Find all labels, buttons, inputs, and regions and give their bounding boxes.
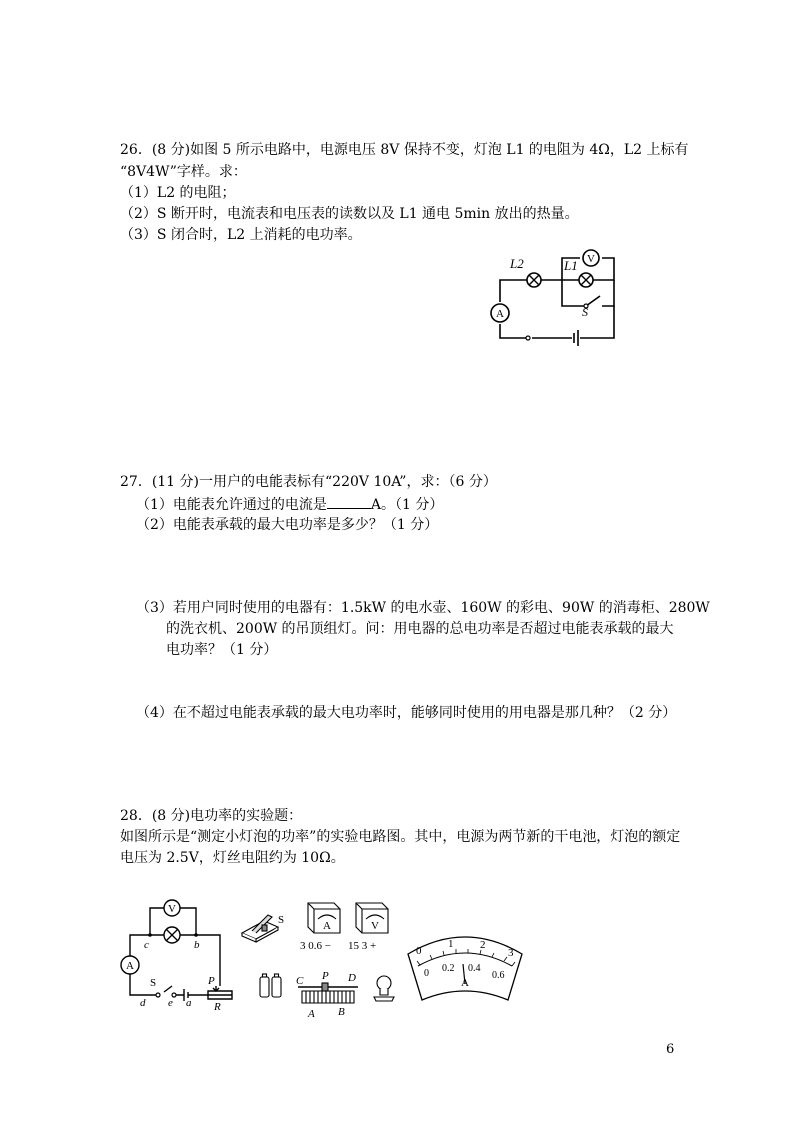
q26-sub3: （3）S 闭合时，L2 上消耗的电功率。 bbox=[120, 227, 362, 243]
q26-line2: “8V4W”字样。求： bbox=[120, 164, 247, 180]
v-label: V bbox=[168, 903, 176, 915]
voltmeter-terminals: 15 3 + bbox=[348, 940, 377, 952]
q26-sub1: （1）L2 的电阻； bbox=[120, 185, 236, 201]
rheostat-p-label: P bbox=[322, 970, 329, 982]
p-label: P bbox=[208, 975, 215, 987]
e-label: e bbox=[168, 997, 173, 1009]
ammeter-component-label: A bbox=[323, 920, 331, 932]
switch-s-label: S bbox=[582, 305, 588, 319]
q27-sub3-line1: （3）若用户同时使用的电器有：1.5kW 的电水壶、160W 的彩电、90W 的消毒柜、280W bbox=[136, 600, 710, 616]
rheostat-icon bbox=[298, 983, 358, 1003]
ammeter-label: A bbox=[496, 308, 504, 320]
q27-sub1-blank bbox=[327, 494, 371, 509]
q27-sub3-line3: 电功率？（1 分） bbox=[166, 642, 278, 658]
dial-inner-2: 0.4 bbox=[468, 963, 481, 974]
voltmeter-component-label: V bbox=[371, 920, 379, 932]
l1-label: L1 bbox=[564, 258, 578, 273]
dial-outer-1: 1 bbox=[448, 938, 454, 950]
rheostat-c-label: C bbox=[296, 975, 304, 987]
q27-sub2: （2）电能表承载的最大电功率是多少？（1 分） bbox=[136, 517, 439, 533]
s-label: S bbox=[150, 977, 157, 989]
a-label: A bbox=[126, 960, 134, 972]
d-label: d bbox=[140, 997, 146, 1009]
knife-switch-icon bbox=[242, 915, 278, 942]
q28-components bbox=[238, 895, 398, 1020]
l2-label: L2 bbox=[510, 256, 524, 271]
q26-sub2: （2）S 断开时，电流表和电压表的读数以及 L1 通电 5min 放出的热量。 bbox=[120, 206, 579, 222]
q27-sub4: （4）在不超过电能表承载的最大电功率时，能够同时使用的用电器是那几种？（2 分） bbox=[136, 705, 677, 721]
dial-unit: A bbox=[461, 977, 469, 989]
dial-inner-0: 0 bbox=[424, 968, 429, 979]
a-node-label: a bbox=[186, 997, 192, 1009]
voltmeter-label: V bbox=[587, 253, 595, 265]
dial-inner-1: 0.2 bbox=[442, 963, 455, 974]
q27-sub3-line2: 的洗衣机、200W 的吊顶组灯。问：用电器的总电功率是否超过电能表承载的最大 bbox=[166, 621, 674, 637]
r-label: R bbox=[214, 1001, 221, 1013]
q28-title: 28．(8 分)电功率的实验题： bbox=[120, 808, 303, 824]
q26-line1: 26．(8 分)如图 5 所示电路中，电源电压 8V 保持不变，灯泡 L1 的电阻为 4Ω，L2 上标有 bbox=[120, 142, 689, 158]
q28-circuit-diagram bbox=[112, 892, 242, 1014]
q27-sub1 bbox=[136, 494, 443, 515]
q27-sub1-text: （1）电能表允许通过的电流是 bbox=[136, 497, 327, 513]
dial-outer-3: 3 bbox=[508, 947, 514, 959]
q26-circuit-figure bbox=[488, 238, 628, 346]
meter-dial bbox=[404, 926, 526, 1006]
ammeter-terminals: 3 0.6 − bbox=[300, 940, 331, 952]
page-number: 6 bbox=[666, 1042, 675, 1057]
battery-icon bbox=[260, 974, 281, 997]
rheostat-d-label: D bbox=[348, 972, 356, 984]
dial-outer-2: 2 bbox=[480, 939, 486, 951]
switch-component-label: S bbox=[278, 914, 285, 926]
c-label: c bbox=[144, 939, 149, 951]
q28-line2: 电压为 2.5V，灯丝电阻约为 10Ω。 bbox=[120, 850, 345, 866]
bulb-icon bbox=[374, 976, 394, 1001]
b-label: b bbox=[194, 939, 200, 951]
dial-inner-3: 0.6 bbox=[492, 970, 505, 981]
rheostat-b-label: B bbox=[338, 1006, 345, 1018]
q28-line1: 如图所示是“测定小灯泡的功率”的实验电路图。其中，电源为两节新的干电池，灯泡的额定 bbox=[120, 829, 681, 845]
dial-outer-0: 0 bbox=[416, 945, 422, 957]
rheostat-a-label: A bbox=[308, 1008, 315, 1020]
q27-title: 27．(11 分)一用户的电能表标有“220V 10A”，求：（6 分） bbox=[120, 474, 497, 490]
q27-sub1-unit: A。（1 分） bbox=[370, 497, 444, 513]
